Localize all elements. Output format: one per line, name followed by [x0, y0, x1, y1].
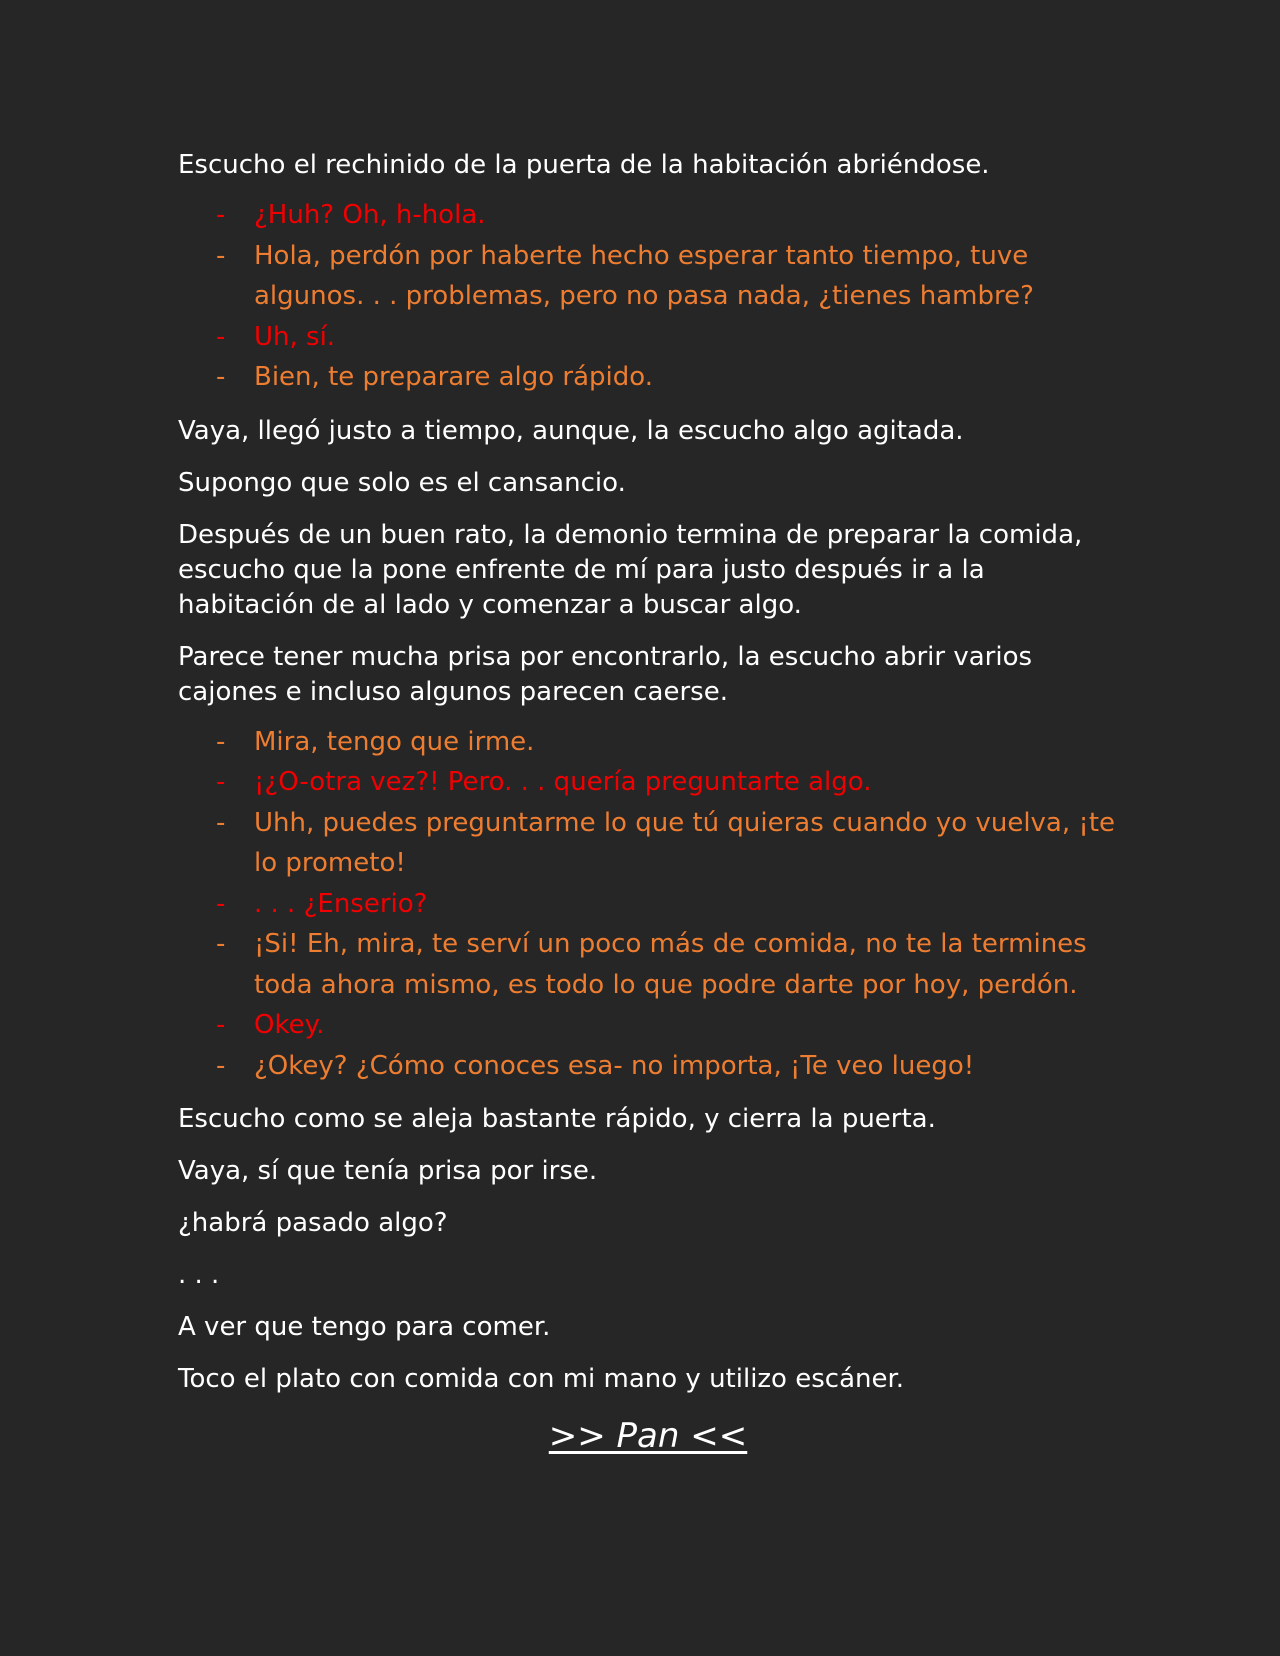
dialogue-dash: - — [216, 888, 226, 919]
dialogue-dash: - — [216, 240, 226, 271]
narration-paragraph: Después de un buen rato, la demonio termina de preparar la comida, escucho que la pone enfrente de mí para justo después ir a la habitación de al lado y comenzar a buscar algo. — [178, 519, 1083, 620]
narration-paragraph: Toco el plato con comida con mi mano y utilizo escáner. — [178, 1364, 905, 1394]
dialogue-dash: - — [216, 1050, 226, 1081]
dialogue-line — [178, 357, 1118, 398]
dialogue-line — [178, 722, 1118, 763]
dialogue-block-2 — [178, 722, 1118, 1087]
pan-choice-link[interactable]: >> Pan << — [548, 1416, 748, 1456]
dialogue-line — [178, 762, 1118, 803]
dialogue-text: Bien, te preparare algo rápido. — [254, 362, 653, 392]
dialogue-text: Mira, tengo que irme. — [254, 726, 535, 757]
dialogue-dash: - — [216, 362, 226, 392]
dialogue-dash: - — [216, 929, 226, 959]
dialogue-line — [178, 884, 1118, 925]
dialogue-text: Okey. — [254, 1010, 325, 1040]
narration-paragraph: Escucho el rechinido de la puerta de la habitación abriéndose. — [178, 150, 990, 180]
dialogue-line — [178, 236, 1118, 317]
dialogue-line — [178, 924, 1118, 1005]
dialogue-line — [178, 195, 1118, 236]
dialogue-text: ¿Okey? ¿Cómo conoces esa- no importa, ¡Te veo luego! — [254, 1050, 975, 1081]
dialogue-text: . . . ¿Enserio? — [254, 888, 428, 919]
choice-link-container — [178, 1414, 1118, 1458]
dialogue-dash: - — [216, 321, 226, 352]
dialogue-line — [178, 803, 1118, 884]
story-content — [178, 148, 1118, 1458]
dialogue-dash: - — [216, 1010, 226, 1040]
dialogue-text: Hola, perdón por haberte hecho esperar tanto tiempo, tuve algunos. . . problemas, pero no pasa nada, ¿tienes hambre? — [254, 240, 1034, 311]
dialogue-block-1 — [178, 195, 1118, 398]
dialogue-text: ¡¿O-otra vez?! Pero. . . quería preguntarte algo. — [254, 767, 872, 797]
dialogue-line — [178, 1005, 1118, 1046]
dialogue-line — [178, 1046, 1118, 1087]
narration-paragraph: Vaya, llegó justo a tiempo, aunque, la escucho algo agitada. — [178, 415, 964, 446]
dialogue-text: Uh, sí. — [254, 321, 336, 352]
dialogue-dash: - — [216, 726, 226, 757]
narration-paragraph: Supongo que solo es el cansancio. — [178, 467, 626, 498]
dialogue-dash: - — [216, 807, 226, 838]
dialogue-line — [178, 317, 1118, 358]
dialogue-text: ¿Huh? Oh, h-hola. — [254, 200, 486, 230]
narration-paragraph: A ver que tengo para comer. — [178, 1312, 551, 1342]
narration-paragraph: Escucho como se aleja bastante rápido, y cierra la puerta. — [178, 1104, 936, 1134]
ellipsis-paragraph: . . . — [178, 1260, 220, 1290]
dialogue-dash: - — [216, 200, 226, 230]
dialogue-dash: - — [216, 767, 226, 797]
dialogue-text: Uhh, puedes preguntarme lo que tú quieras cuando yo vuelva, ¡te lo prometo! — [254, 807, 1116, 878]
narration-paragraph: Parece tener mucha prisa por encontrarlo, la escucho abrir varios cajones e incluso algunos parecen caerse. — [178, 641, 1033, 707]
narration-paragraph: ¿habrá pasado algo? — [178, 1208, 448, 1238]
narration-paragraph: Vaya, sí que tenía prisa por irse. — [178, 1156, 598, 1186]
dialogue-text: ¡Si! Eh, mira, te serví un poco más de comida, no te la termines toda ahora mismo, es todo lo que podre darte por hoy, perdón. — [254, 929, 1087, 1000]
